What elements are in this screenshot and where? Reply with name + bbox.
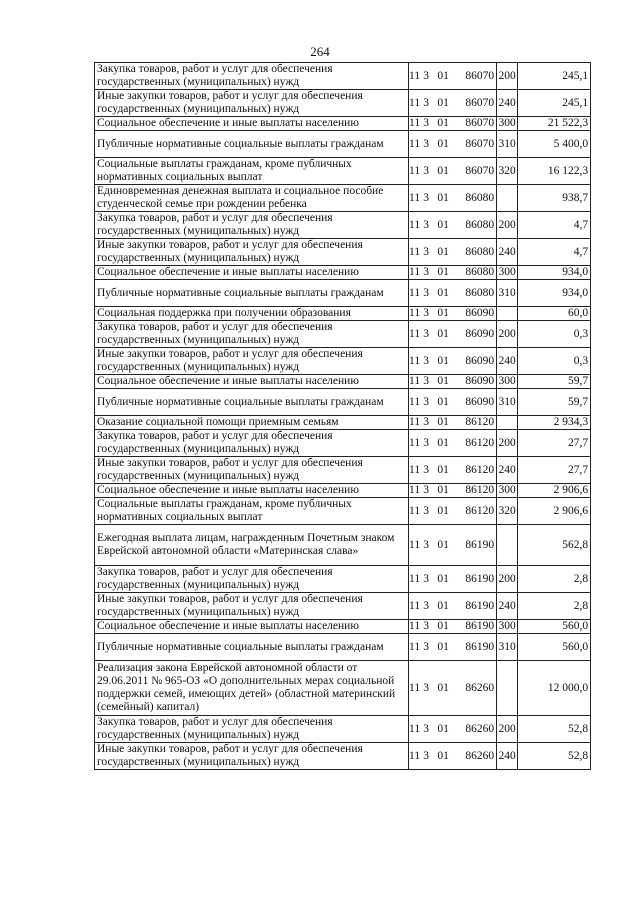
table-row (95, 389, 591, 416)
row-article: 86190 (454, 566, 497, 593)
page-number: 264 (310, 44, 330, 59)
row-section: 11 (409, 620, 421, 632)
row-subsection: 3 (420, 307, 432, 321)
row-program: 01 (432, 525, 454, 566)
row-article: 86090 (454, 348, 497, 375)
row-section: 11 (409, 484, 421, 496)
row-subsection: 3 (420, 158, 432, 185)
row-name: Иные закупки товаров, работ и услуг для обеспечения государственных (муниципальных) нужд (95, 743, 409, 770)
row-subsection: 3 (420, 484, 432, 498)
budget-table-body (95, 63, 591, 770)
row-amount: 2 906,6 (518, 484, 591, 498)
row-name: Иные закупки товаров, работ и услуг для обеспечения государственных (муниципальных) нужд (95, 593, 409, 620)
row-section: 11 (409, 158, 421, 185)
table-row (95, 498, 591, 525)
row-amount: 16 122,3 (518, 158, 591, 185)
row-program: 01 (432, 321, 454, 348)
row-expense-type: 240 (497, 743, 518, 770)
row-amount: 560,0 (518, 620, 591, 634)
row-program: 01 (432, 266, 454, 280)
row-subsection: 3 (420, 90, 432, 117)
row-section: 11 (409, 634, 421, 661)
row-subsection: 3 (420, 117, 432, 131)
table-row (95, 716, 591, 743)
row-name: Публичные нормативные социальные выплаты гражданам (95, 131, 409, 158)
row-program: 01 (432, 620, 454, 634)
row-article: 86120 (454, 498, 497, 525)
row-name: Иные закупки товаров, работ и услуг для обеспечения государственных (муниципальных) нужд (95, 348, 409, 375)
row-subsection: 3 (420, 416, 432, 430)
table-row (95, 63, 591, 90)
row-name: Закупка товаров, работ и услуг для обеспечения государственных (муниципальных) нужд (95, 321, 409, 348)
row-subsection: 3 (420, 457, 432, 484)
row-amount: 2 906,6 (518, 498, 591, 525)
row-expense-type: 310 (497, 280, 518, 307)
row-name: Ежегодная выплата лицам, награжденным Почетным знаком Еврейской автономной области «Материнская слава» (95, 525, 409, 566)
row-amount: 60,0 (518, 307, 591, 321)
row-expense-type: 240 (497, 457, 518, 484)
row-program: 01 (432, 484, 454, 498)
row-amount: 27,7 (518, 457, 591, 484)
row-name: Социальное обеспечение и иные выплаты населению (95, 375, 409, 389)
row-section: 11 (409, 661, 421, 716)
row-article: 86090 (454, 375, 497, 389)
row-name: Закупка товаров, работ и услуг для обеспечения государственных (муниципальных) нужд (95, 566, 409, 593)
row-name: Социальное обеспечение и иные выплаты населению (95, 620, 409, 634)
row-program: 01 (432, 634, 454, 661)
row-section: 11 (409, 593, 421, 620)
row-amount: 0,3 (518, 348, 591, 375)
row-article: 86070 (454, 90, 497, 117)
row-subsection: 3 (420, 348, 432, 375)
row-article: 86120 (454, 416, 497, 430)
table-row (95, 634, 591, 661)
row-amount: 52,8 (518, 716, 591, 743)
row-program: 01 (432, 348, 454, 375)
row-name: Публичные нормативные социальные выплаты гражданам (95, 389, 409, 416)
row-expense-type: 240 (497, 593, 518, 620)
row-subsection: 3 (420, 661, 432, 716)
row-article: 86080 (454, 280, 497, 307)
row-article: 86070 (454, 158, 497, 185)
row-expense-type: 300 (498, 375, 516, 387)
row-subsection: 3 (420, 239, 432, 266)
row-amount: 5 400,0 (518, 131, 591, 158)
row-program: 01 (432, 239, 454, 266)
row-name: Реализация закона Еврейской автономной области от 29.06.2011 № 965-ОЗ «О дополнительных мерах социальной поддержки семей, имеющих детей» (областной материнский (семейный) капитал) (95, 661, 409, 716)
row-program: 01 (432, 90, 454, 117)
row-amount: 934,0 (518, 266, 591, 280)
row-expense-type: 200 (497, 716, 518, 743)
row-amount: 0,3 (518, 321, 591, 348)
row-section: 11 (409, 185, 421, 212)
row-amount: 938,7 (518, 185, 591, 212)
row-section: 11 (409, 280, 421, 307)
row-program: 01 (432, 280, 454, 307)
row-section: 11 (409, 716, 421, 743)
row-article: 86120 (454, 430, 497, 457)
row-name: Единовременная денежная выплата и социальное пособие студенческой семье при рождении ребенка (95, 185, 409, 212)
row-subsection: 3 (420, 266, 432, 280)
table-row (95, 280, 591, 307)
row-program: 01 (432, 389, 454, 416)
row-amount: 934,0 (518, 280, 591, 307)
row-section: 11 (409, 525, 421, 566)
row-amount: 560,0 (518, 634, 591, 661)
table-row (95, 375, 591, 389)
row-name: Социальные выплаты гражданам, кроме публичных нормативных социальных выплат (95, 498, 409, 525)
row-article: 86120 (454, 484, 497, 498)
row-subsection: 3 (420, 131, 432, 158)
row-expense-type: 310 (497, 389, 518, 416)
row-amount: 59,7 (518, 375, 591, 389)
row-article: 86190 (454, 525, 497, 566)
row-article: 86080 (454, 185, 497, 212)
table-row (95, 620, 591, 634)
row-amount: 4,7 (518, 212, 591, 239)
row-subsection: 3 (420, 389, 432, 416)
row-subsection: 3 (420, 634, 432, 661)
row-program: 01 (432, 185, 454, 212)
row-subsection: 3 (420, 566, 432, 593)
row-section: 11 (409, 131, 421, 158)
table-row (95, 212, 591, 239)
row-section: 11 (409, 743, 421, 770)
table-row (95, 321, 591, 348)
row-expense-type: 200 (497, 566, 518, 593)
row-subsection: 3 (420, 716, 432, 743)
row-expense-type: 240 (497, 90, 518, 117)
row-expense-type: 320 (497, 158, 518, 185)
row-section: 11 (409, 566, 421, 593)
row-program: 01 (432, 457, 454, 484)
table-row (95, 416, 591, 430)
row-program: 01 (432, 212, 454, 239)
row-article: 86260 (454, 661, 497, 716)
row-article: 86090 (454, 389, 497, 416)
row-expense-type (497, 185, 518, 212)
row-expense-type (497, 307, 518, 321)
row-amount: 562,8 (518, 525, 591, 566)
row-name: Социальное обеспечение и иные выплаты населению (95, 117, 409, 131)
table-row (95, 131, 591, 158)
row-expense-type: 200 (497, 430, 518, 457)
row-article: 86190 (454, 620, 497, 634)
row-amount: 52,8 (518, 743, 591, 770)
row-name: Публичные нормативные социальные выплаты гражданам (95, 634, 409, 661)
row-section: 11 (409, 212, 421, 239)
row-subsection: 3 (420, 375, 432, 389)
row-program: 01 (432, 307, 454, 321)
row-program: 01 (432, 131, 454, 158)
row-section: 11 (409, 416, 421, 428)
row-name: Закупка товаров, работ и услуг для обеспечения государственных (муниципальных) нужд (95, 63, 409, 90)
row-amount: 21 522,3 (518, 117, 591, 131)
row-program: 01 (432, 593, 454, 620)
table-row (95, 430, 591, 457)
row-expense-type (497, 661, 518, 716)
row-name: Публичные нормативные социальные выплаты гражданам (95, 280, 409, 307)
table-row (95, 266, 591, 280)
row-subsection: 3 (420, 280, 432, 307)
row-expense-type: 200 (497, 63, 518, 90)
row-program: 01 (432, 743, 454, 770)
row-program: 01 (432, 566, 454, 593)
table-row (95, 457, 591, 484)
row-amount: 245,1 (518, 90, 591, 117)
row-program: 01 (432, 117, 454, 131)
row-name: Социальное обеспечение и иные выплаты населению (95, 266, 409, 280)
row-amount: 2 934,3 (518, 416, 591, 430)
row-name: Закупка товаров, работ и услуг для обеспечения государственных (муниципальных) нужд (95, 716, 409, 743)
row-section: 11 (409, 498, 421, 525)
row-article: 86120 (454, 457, 497, 484)
row-expense-type: 310 (497, 131, 518, 158)
row-article: 86090 (454, 321, 497, 348)
row-expense-type: 240 (497, 239, 518, 266)
row-section: 11 (409, 239, 421, 266)
table-row (95, 185, 591, 212)
row-amount: 2,8 (518, 593, 591, 620)
row-subsection: 3 (420, 212, 432, 239)
row-article: 86260 (454, 743, 497, 770)
row-subsection: 3 (420, 498, 432, 525)
row-expense-type: 320 (497, 498, 518, 525)
table-row (95, 90, 591, 117)
row-section: 11 (409, 457, 421, 484)
row-program: 01 (432, 416, 454, 430)
row-article: 86090 (454, 307, 497, 321)
row-section: 11 (409, 90, 421, 117)
row-section: 11 (409, 321, 421, 348)
row-amount: 12 000,0 (518, 661, 591, 716)
row-article: 86070 (454, 131, 497, 158)
row-expense-type: 240 (497, 348, 518, 375)
row-section: 11 (409, 63, 421, 90)
table-row (95, 743, 591, 770)
table-row (95, 484, 591, 498)
row-section: 11 (409, 348, 421, 375)
row-program: 01 (432, 661, 454, 716)
row-section: 11 (409, 375, 421, 387)
row-section: 11 (409, 307, 421, 319)
row-subsection: 3 (420, 321, 432, 348)
row-program: 01 (432, 430, 454, 457)
row-subsection: 3 (420, 185, 432, 212)
row-expense-type: 300 (498, 620, 516, 632)
row-amount: 2,8 (518, 566, 591, 593)
row-name: Социальное обеспечение и иные выплаты населению (95, 484, 409, 498)
row-name: Социальная поддержка при получении образования (95, 307, 409, 321)
row-article: 86190 (454, 593, 497, 620)
table-row (95, 525, 591, 566)
row-expense-type: 200 (497, 321, 518, 348)
row-expense-type: 310 (497, 634, 518, 661)
budget-table (94, 62, 591, 770)
table-row (95, 117, 591, 131)
row-expense-type: 300 (498, 484, 516, 496)
row-name: Социальные выплаты гражданам, кроме публичных нормативных социальных выплат (95, 158, 409, 185)
row-program: 01 (432, 158, 454, 185)
row-name: Иные закупки товаров, работ и услуг для обеспечения государственных (муниципальных) нужд (95, 239, 409, 266)
row-article: 86070 (454, 117, 497, 131)
row-amount: 27,7 (518, 430, 591, 457)
row-article: 86080 (454, 239, 497, 266)
row-amount: 245,1 (518, 63, 591, 90)
row-amount: 4,7 (518, 239, 591, 266)
row-program: 01 (432, 375, 454, 389)
row-subsection: 3 (420, 593, 432, 620)
table-row (95, 348, 591, 375)
table-row (95, 593, 591, 620)
row-article: 86260 (454, 716, 497, 743)
row-expense-type: 300 (498, 117, 516, 129)
row-section: 11 (409, 389, 421, 416)
row-section: 11 (409, 117, 421, 129)
row-subsection: 3 (420, 430, 432, 457)
row-article: 86080 (454, 212, 497, 239)
row-subsection: 3 (420, 743, 432, 770)
row-expense-type: 200 (497, 212, 518, 239)
row-name: Оказание социальной помощи приемным семьям (95, 416, 409, 430)
table-row (95, 239, 591, 266)
row-subsection: 3 (420, 525, 432, 566)
table-row (95, 566, 591, 593)
row-subsection: 3 (420, 63, 432, 90)
row-article: 86190 (454, 634, 497, 661)
row-section: 11 (409, 266, 421, 278)
row-program: 01 (432, 716, 454, 743)
row-subsection: 3 (420, 620, 432, 634)
row-amount: 59,7 (518, 389, 591, 416)
table-row (95, 307, 591, 321)
row-expense-type (497, 525, 518, 566)
table-row (95, 158, 591, 185)
row-expense-type (497, 416, 518, 430)
row-article: 86080 (454, 266, 497, 280)
row-expense-type: 300 (498, 266, 516, 278)
table-row (95, 661, 591, 716)
row-article: 86070 (454, 63, 497, 90)
row-program: 01 (432, 498, 454, 525)
row-name: Закупка товаров, работ и услуг для обеспечения государственных (муниципальных) нужд (95, 212, 409, 239)
row-name: Иные закупки товаров, работ и услуг для обеспечения государственных (муниципальных) нужд (95, 457, 409, 484)
row-section: 11 (409, 430, 421, 457)
row-name: Закупка товаров, работ и услуг для обеспечения государственных (муниципальных) нужд (95, 430, 409, 457)
row-program: 01 (432, 63, 454, 90)
row-name: Иные закупки товаров, работ и услуг для обеспечения государственных (муниципальных) нужд (95, 90, 409, 117)
